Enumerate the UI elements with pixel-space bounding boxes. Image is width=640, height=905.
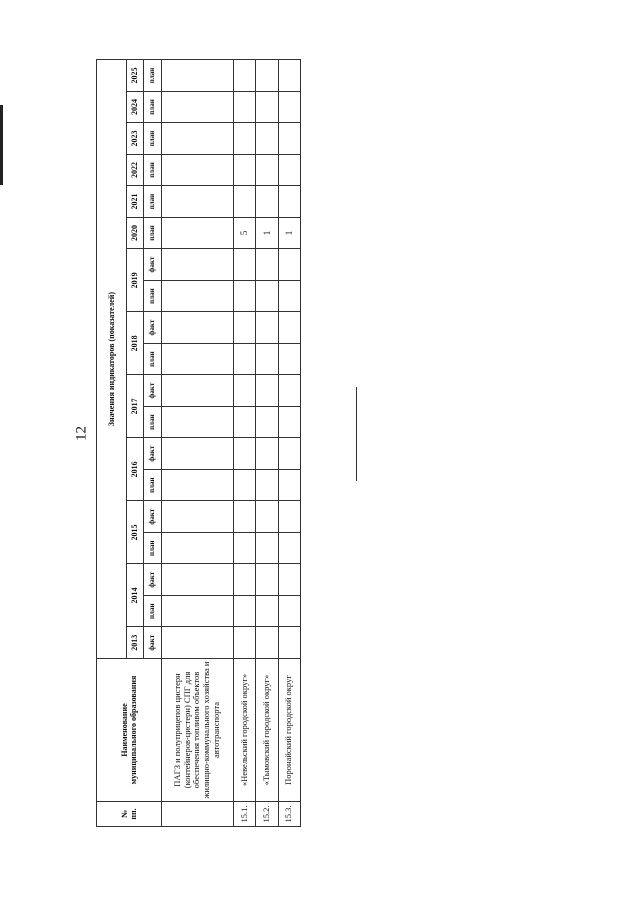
value-cell	[233, 343, 255, 375]
column-type-label: факт	[144, 375, 161, 407]
value-cell: 1	[278, 217, 300, 249]
row-number: 15.1.	[233, 802, 255, 827]
value-cell	[233, 595, 255, 627]
value-cell	[161, 154, 233, 186]
row-number	[161, 802, 233, 827]
row-name: «Тымовский городской округ»	[256, 659, 278, 802]
value-cell	[233, 186, 255, 218]
value-cell	[233, 438, 255, 470]
header-num: № пп.	[97, 802, 162, 827]
column-type-label: факт	[144, 438, 161, 470]
value-cell	[161, 343, 233, 375]
value-cell	[233, 501, 255, 533]
value-cell	[278, 123, 300, 155]
value-cell	[256, 375, 278, 407]
value-cell	[161, 249, 233, 281]
value-cell	[278, 595, 300, 627]
value-cell	[256, 406, 278, 438]
value-cell	[233, 60, 255, 92]
value-cell	[233, 154, 255, 186]
value-cell	[278, 312, 300, 344]
year-header: 2022	[126, 154, 143, 186]
value-cell: 5	[233, 217, 255, 249]
value-cell	[161, 627, 233, 659]
value-cell	[256, 501, 278, 533]
year-header: 2016	[126, 438, 143, 501]
value-cell	[161, 312, 233, 344]
column-type-label: план	[144, 60, 161, 92]
value-cell	[278, 469, 300, 501]
year-header: 2023	[126, 123, 143, 155]
separator-line	[356, 387, 357, 481]
rotated-table-wrapper	[96, 60, 301, 827]
value-cell	[161, 186, 233, 218]
value-cell	[278, 343, 300, 375]
column-type-label: факт	[144, 627, 161, 659]
value-cell	[278, 154, 300, 186]
value-cell	[256, 249, 278, 281]
value-cell	[161, 595, 233, 627]
value-cell	[278, 501, 300, 533]
value-cell	[278, 186, 300, 218]
year-header: 2024	[126, 91, 143, 123]
value-cell	[278, 280, 300, 312]
year-header: 2014	[126, 564, 143, 627]
column-type-label: план	[144, 532, 161, 564]
row-number: 15.2.	[256, 802, 278, 827]
value-cell	[161, 123, 233, 155]
value-cell	[161, 406, 233, 438]
value-cell	[233, 280, 255, 312]
value-cell	[233, 627, 255, 659]
value-cell	[161, 469, 233, 501]
value-cell	[233, 406, 255, 438]
value-cell	[233, 123, 255, 155]
table-row	[256, 60, 278, 827]
value-cell	[256, 469, 278, 501]
value-cell	[256, 280, 278, 312]
value-cell	[233, 469, 255, 501]
row-name: «Невельский городской округ»	[233, 659, 255, 802]
value-cell	[161, 60, 233, 92]
page-number: 12	[73, 426, 90, 441]
column-type-label: факт	[144, 249, 161, 281]
value-cell	[256, 343, 278, 375]
year-header: 2019	[126, 249, 143, 312]
value-cell	[161, 91, 233, 123]
column-type-label: факт	[144, 312, 161, 344]
header-name: Наименование муниципального образования	[97, 659, 162, 802]
value-cell	[161, 501, 233, 533]
column-type-label: план	[144, 123, 161, 155]
value-cell	[161, 564, 233, 596]
column-type-label: план	[144, 406, 161, 438]
value-cell	[278, 406, 300, 438]
scan-edge-mark	[0, 105, 3, 185]
row-number: 15.3.	[278, 802, 300, 827]
value-cell	[278, 564, 300, 596]
header-row-group	[97, 60, 127, 827]
value-cell	[233, 249, 255, 281]
value-cell	[278, 375, 300, 407]
year-header: 2013	[126, 627, 143, 659]
value-cell	[233, 375, 255, 407]
value-cell	[256, 532, 278, 564]
value-cell	[256, 627, 278, 659]
value-cell	[256, 60, 278, 92]
row-name: ПАГЗ и полуприцепов цистерн (контейнеров-цистерн) СПГ для обеспечения топливом объектов жилищно-коммунального хозяйства и автотранспорта	[161, 659, 233, 802]
year-header: 2015	[126, 501, 143, 564]
column-type-label: план	[144, 217, 161, 249]
value-cell	[161, 532, 233, 564]
column-type-label: факт	[144, 501, 161, 533]
value-cell	[278, 627, 300, 659]
table-row	[278, 60, 300, 827]
year-header: 2021	[126, 186, 143, 218]
value-cell	[256, 186, 278, 218]
column-type-label: план	[144, 91, 161, 123]
value-cell	[256, 91, 278, 123]
value-cell	[233, 564, 255, 596]
column-type-label: план	[144, 154, 161, 186]
column-type-label: факт	[144, 564, 161, 596]
year-header: 2025	[126, 60, 143, 92]
table-row	[161, 60, 233, 827]
value-cell	[233, 532, 255, 564]
value-cell	[278, 91, 300, 123]
column-type-label: план	[144, 186, 161, 218]
year-header: 2020	[126, 217, 143, 249]
value-cell	[278, 249, 300, 281]
value-cell	[161, 280, 233, 312]
value-cell	[233, 91, 255, 123]
value-cell	[256, 312, 278, 344]
value-cell	[161, 217, 233, 249]
value-cell	[256, 154, 278, 186]
table-row	[233, 60, 255, 827]
value-cell: 1	[256, 217, 278, 249]
value-cell	[278, 60, 300, 92]
value-cell	[161, 375, 233, 407]
value-cell	[256, 595, 278, 627]
column-type-label: план	[144, 343, 161, 375]
column-type-label: план	[144, 280, 161, 312]
value-cell	[278, 438, 300, 470]
year-header: 2018	[126, 312, 143, 375]
row-name: Поронайский городской округ	[278, 659, 300, 802]
value-cell	[256, 123, 278, 155]
column-type-label: план	[144, 595, 161, 627]
value-cell	[256, 438, 278, 470]
value-cell	[161, 438, 233, 470]
value-cell	[233, 312, 255, 344]
value-cell	[256, 564, 278, 596]
value-cell	[278, 532, 300, 564]
indicators-table	[96, 59, 301, 827]
header-indicator-group: Значения индикаторов (показателей)	[97, 60, 127, 659]
column-type-label: план	[144, 469, 161, 501]
year-header: 2017	[126, 375, 143, 438]
